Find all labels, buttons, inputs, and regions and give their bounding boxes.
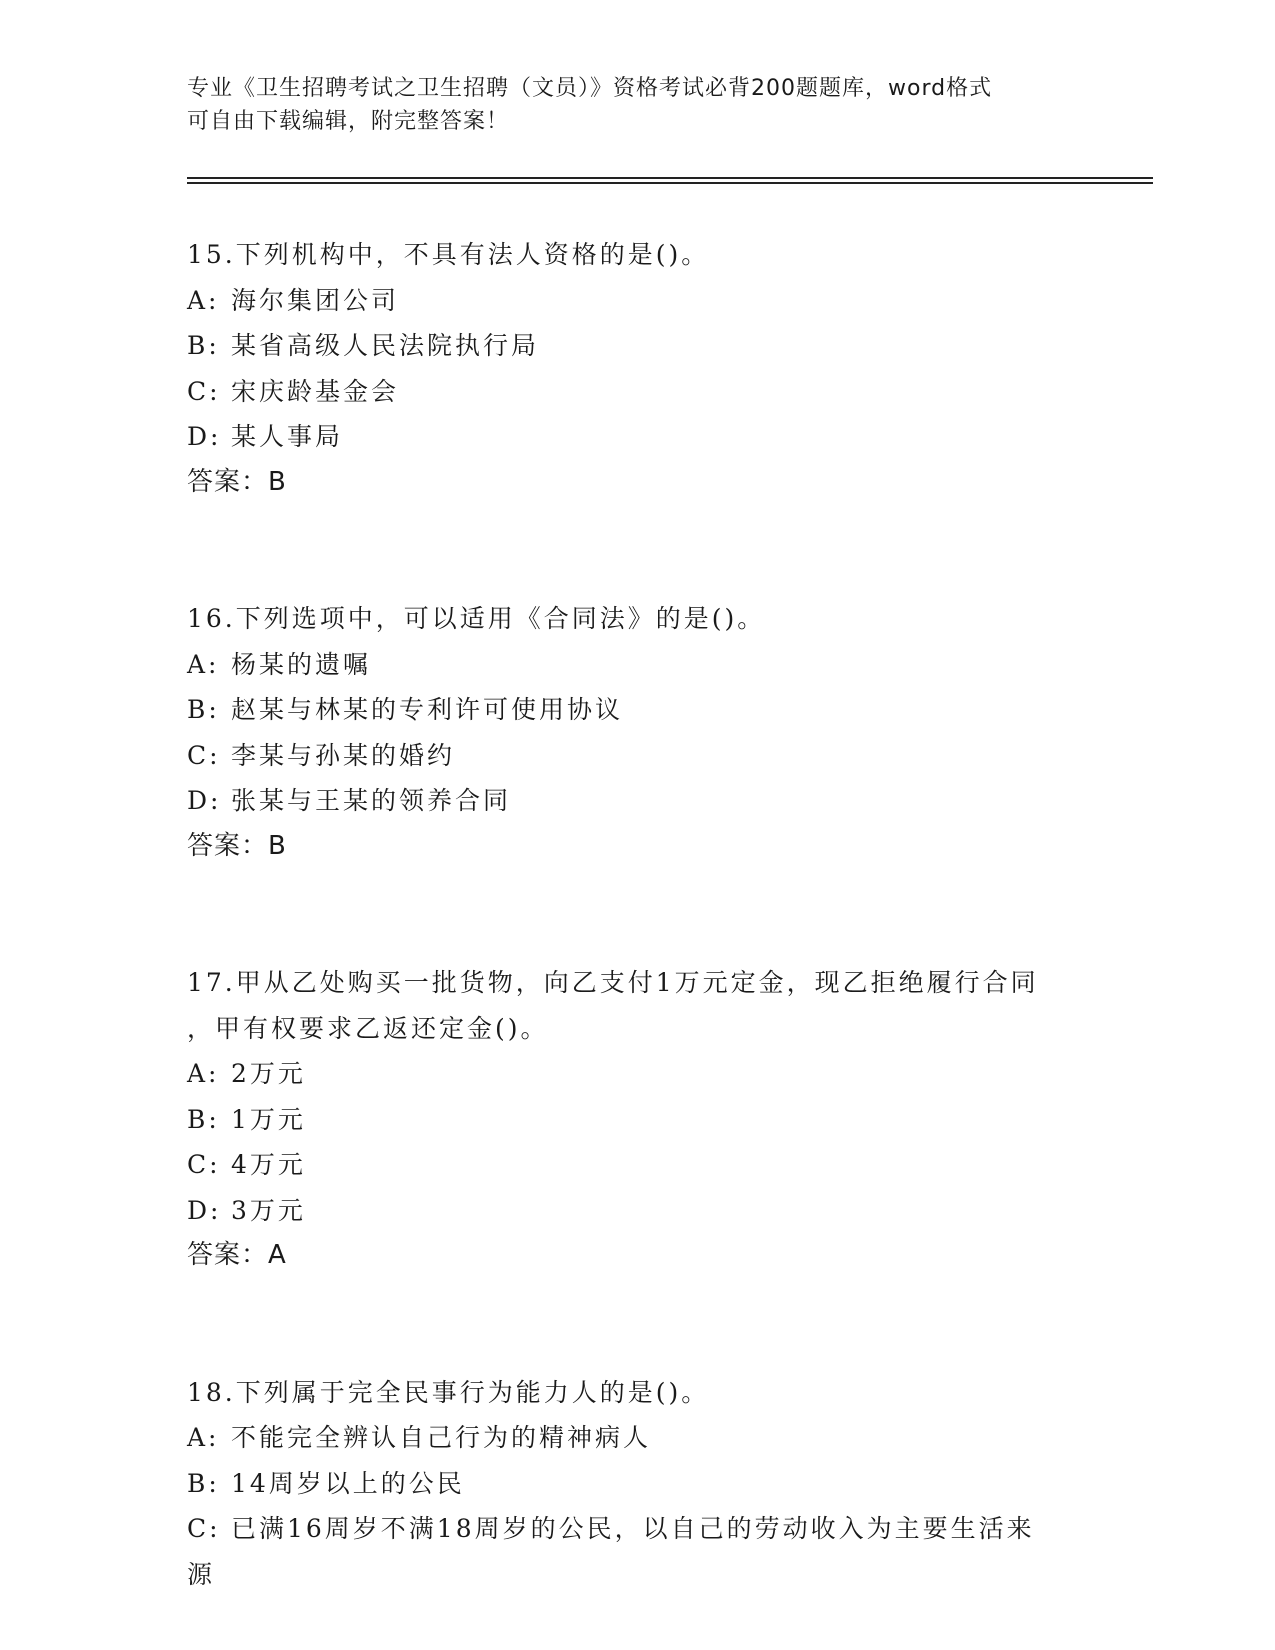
question-15 (187, 232, 1087, 505)
option-label: A: (187, 649, 220, 679)
option-text: 2万元 (231, 1059, 306, 1088)
answer: 答案：B (187, 466, 287, 497)
question-stem: 18.下列属于完全民事行为能力人的是()。 (187, 1377, 710, 1407)
question-stem: 15.下列机构中，不具有法人资格的是()。 (187, 240, 710, 269)
option-label: A: (187, 1059, 220, 1088)
option-text: 宋庆龄基金会 (231, 376, 400, 406)
question-stem: 16.下列选项中，可以适用《合同法》的是()。 (187, 604, 766, 633)
option-text: 1万元 (231, 1104, 306, 1134)
option-text: 海尔集团公司 (231, 285, 400, 315)
option-b (187, 1461, 1087, 1507)
option-text: 3万元 (231, 1195, 306, 1225)
question-18 (187, 1370, 1087, 1598)
option-d (187, 778, 1087, 824)
option-d (187, 1188, 1087, 1234)
option-text: 4万元 (231, 1150, 306, 1179)
option-text: 已满16周岁不满18周岁的公民，以自己的劳动收入为主要生活来 (231, 1514, 1035, 1543)
option-label: D: (187, 786, 222, 815)
answer: 答案：B (187, 830, 287, 861)
option-c (187, 1142, 1087, 1188)
option-a (187, 1051, 1087, 1097)
option-c (187, 733, 1087, 779)
option-label: C: (187, 740, 221, 770)
header-divider-top (187, 177, 1153, 179)
option-text: 14周岁以上的公民 (231, 1468, 465, 1498)
header-line-1: 专业《卫生招聘考试之卫生招聘（文员）》资格考试必背200题题库，word格式 (187, 76, 993, 101)
option-a (187, 1415, 1087, 1461)
option-label: A: (187, 285, 220, 315)
option-a (187, 278, 1087, 324)
question-16 (187, 596, 1087, 869)
option-label: B: (187, 695, 220, 724)
option-c (187, 369, 1087, 415)
option-label: C: (187, 1150, 221, 1179)
answer: 答案：A (187, 1240, 287, 1270)
question-stem: 17.甲从乙处购买一批货物，向乙支付1万元定金，现乙拒绝履行合同 (187, 968, 1039, 997)
option-c-continued: 源 (187, 1559, 216, 1589)
option-label: B: (187, 1468, 220, 1498)
option-text: 不能完全辨认自己行为的精神病人 (231, 1423, 652, 1452)
option-b (187, 1097, 1087, 1143)
option-text: 某省高级人民法院执行局 (231, 331, 540, 360)
option-d (187, 414, 1087, 460)
question-17 (187, 960, 1087, 1279)
option-b (187, 323, 1087, 369)
document-header (187, 72, 1087, 138)
option-b (187, 687, 1087, 733)
option-label: C: (187, 376, 221, 406)
option-c (187, 1506, 1087, 1552)
option-text: 某人事局 (231, 422, 344, 451)
header-line-2: 可自由下载编辑，附完整答案！ (187, 109, 510, 134)
option-text: 赵某与林某的专利许可使用协议 (231, 695, 624, 724)
option-label: A: (187, 1423, 220, 1452)
option-text: 张某与王某的领养合同 (231, 786, 512, 815)
header-divider-bottom (187, 182, 1153, 184)
question-stem-continued: ，甲有权要求乙返还定金()。 (187, 1013, 549, 1043)
option-text: 杨某的遗嘱 (231, 649, 372, 679)
option-label: B: (187, 1104, 220, 1134)
option-text: 李某与孙某的婚约 (231, 740, 456, 770)
option-label: D: (187, 422, 222, 451)
question-list (187, 232, 1087, 1597)
option-label: C: (187, 1514, 221, 1543)
option-label: B: (187, 331, 220, 360)
option-label: D: (187, 1195, 222, 1225)
option-a (187, 642, 1087, 688)
